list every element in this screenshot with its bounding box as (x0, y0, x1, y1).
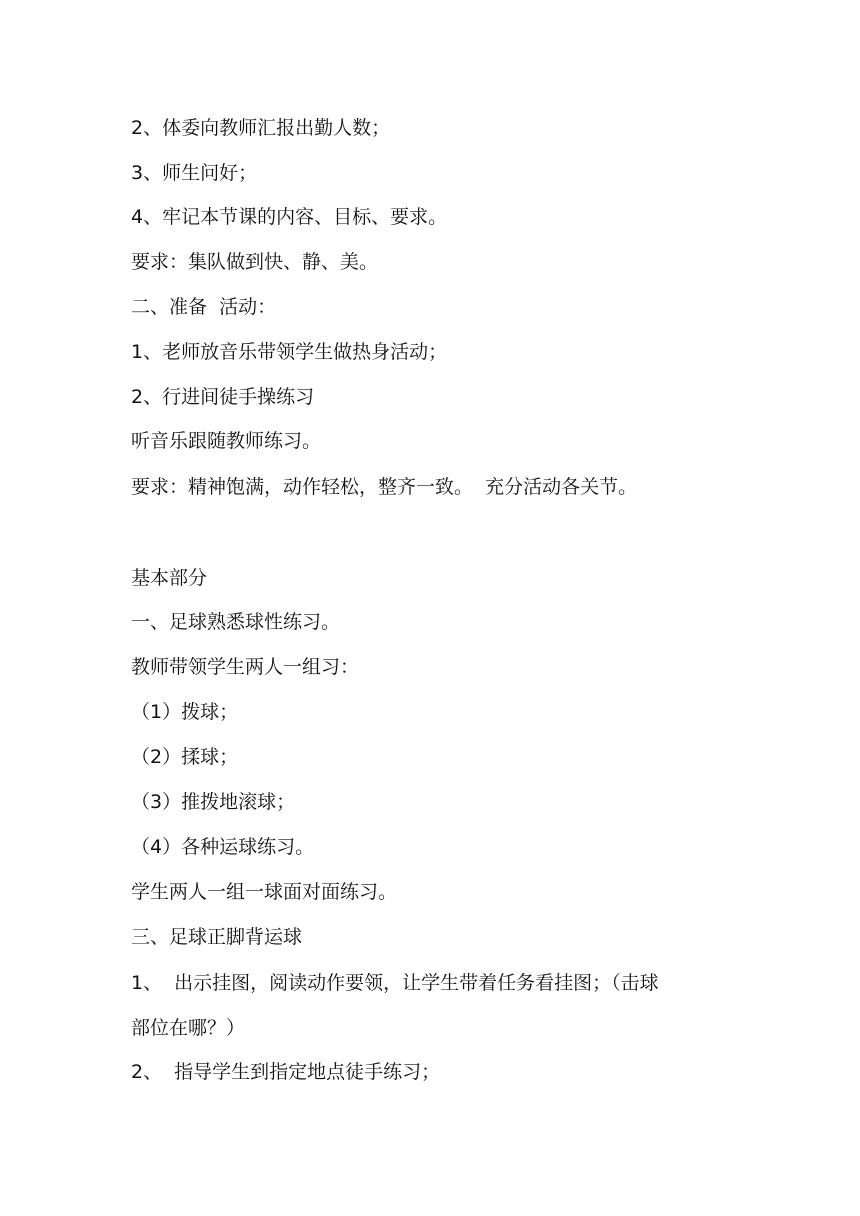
text-line: 4、牢记本节课的内容、目标、要求。 (131, 206, 448, 228)
list-item: （2）揉球； (131, 746, 239, 768)
section-heading: 一、足球熟悉球性练习。 (131, 611, 341, 633)
text-line: 学生两人一组一球面对面练习。 (131, 881, 398, 903)
section-heading: 基本部分 (131, 567, 208, 589)
text-line: 2、 指导学生到指定地点徒手练习； (131, 1061, 441, 1083)
text-line: 听音乐跟随教师练习。 (131, 430, 322, 452)
text-line: 要求：集队做到快、静、美。 (131, 251, 379, 273)
list-item: （1）拨球； (131, 701, 239, 723)
text-line: 部位在哪？） (131, 1017, 246, 1039)
text-line: 2、行进间徒手操练习 (131, 386, 315, 408)
section-heading: 二、准备 活动： (131, 296, 277, 318)
text-line: 教师带领学生两人一组习： (131, 656, 360, 678)
text-line: 2、体委向教师汇报出勤人数； (131, 117, 391, 139)
text-line: 3、师生问好； (131, 162, 258, 184)
text-line: 1、老师放音乐带领学生做热身活动； (131, 341, 448, 363)
text-line: 要求：精神饱满，动作轻松，整齐一致。 充分活动各关节。 (131, 476, 638, 498)
section-heading: 三、足球正脚背运球 (131, 926, 303, 948)
text-line: 1、 出示挂图，阅读动作要领，让学生带着任务看挂图；（击球 (131, 972, 659, 994)
list-item: （3）推拨地滚球； (131, 791, 296, 813)
list-item: （4）各种运球练习。 (131, 836, 315, 858)
